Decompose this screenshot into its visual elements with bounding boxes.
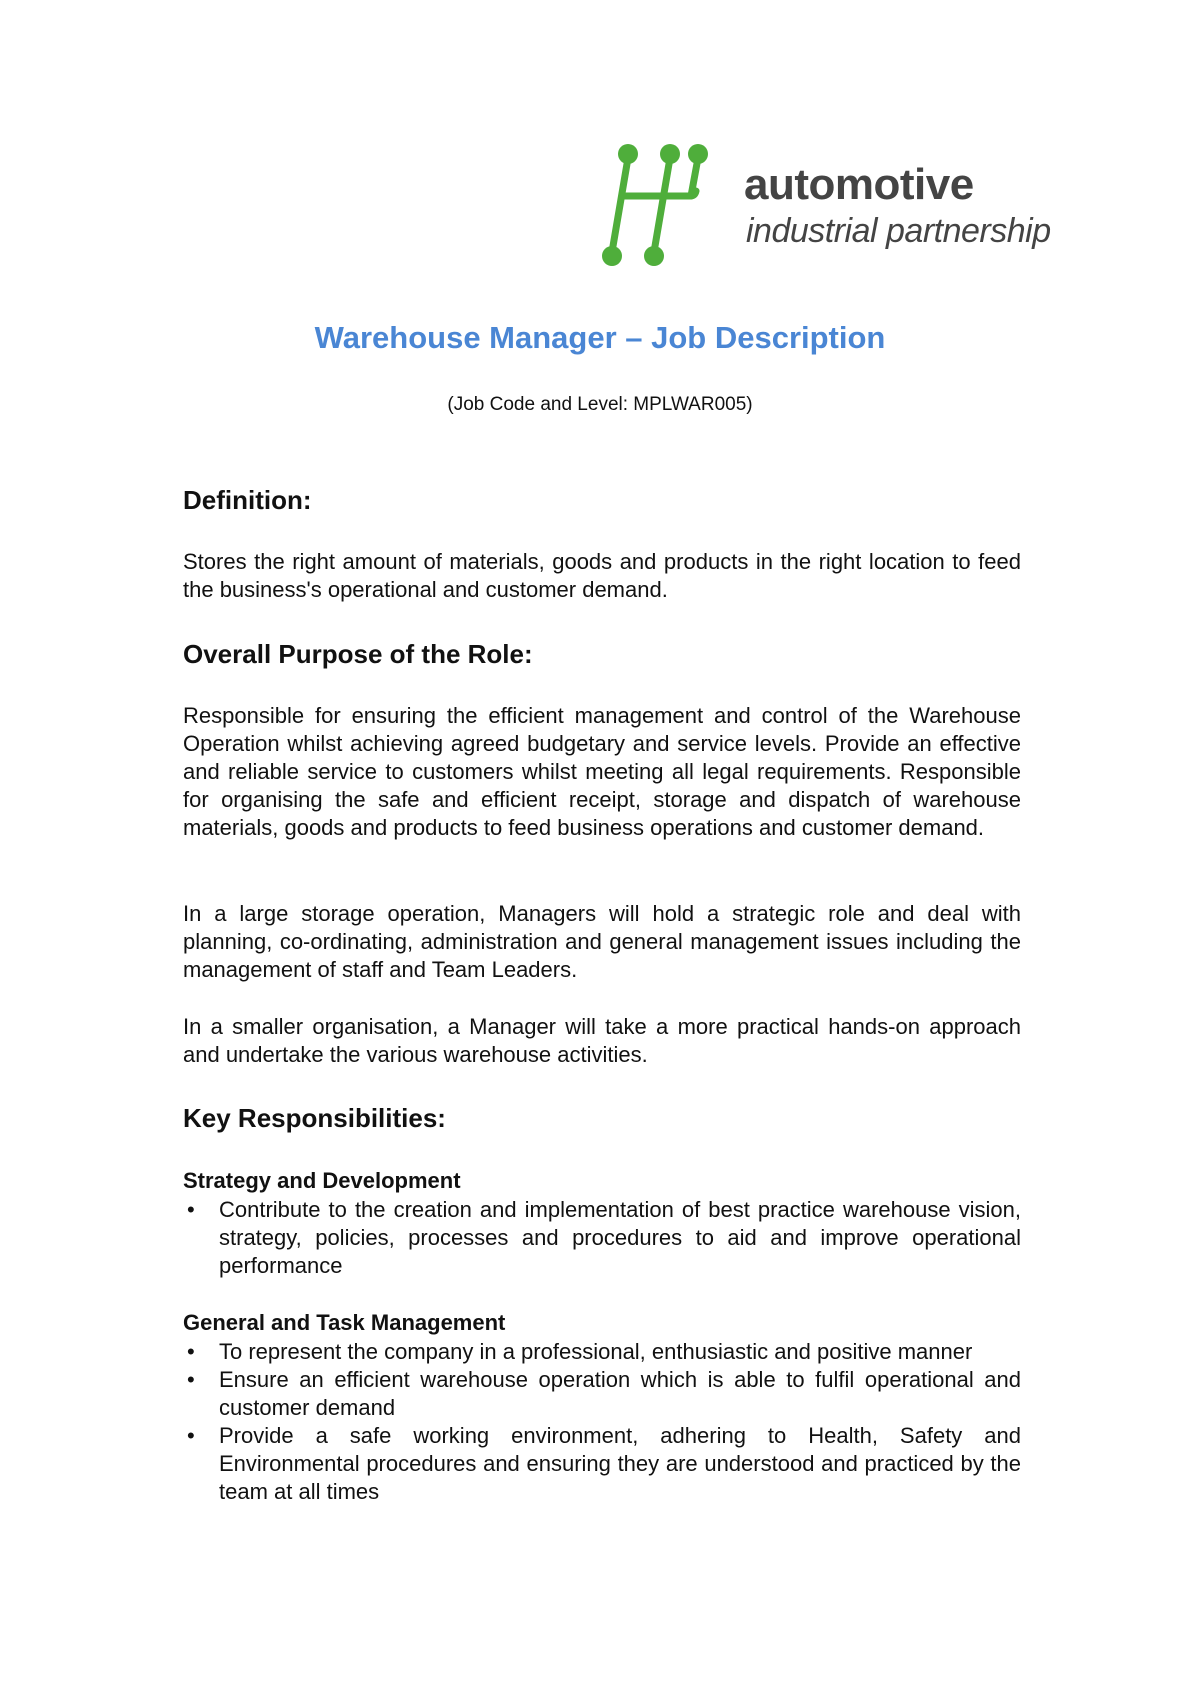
- bullet-icon: •: [187, 1339, 195, 1364]
- list-item: [183, 1196, 1021, 1280]
- bullet-icon: •: [187, 1423, 195, 1448]
- responsibilities-heading: Key Responsibilities:: [183, 1103, 446, 1133]
- purpose-paragraph: Responsible for ensuring the efficient management and control of the Warehouse Operation whilst achieving agreed budgetary and service levels. Provide an effective and reliable service to customers whilst meeting all legal requirements. Responsible for organising the safe and efficient receipt, storage and dispatch of warehouse materials, goods and products to feed business operations and customer demand.: [183, 703, 1021, 840]
- list-item-text: Ensure an efficient warehouse operation which is able to fulfil operational and customer demand: [219, 1367, 1021, 1420]
- purpose-heading: Overall Purpose of the Role:: [183, 639, 533, 669]
- purpose-paragraph: In a large storage operation, Managers will hold a strategic role and deal with planning, co-ordinating, administration and general management issues including the management of staff and Team Leaders.: [183, 901, 1021, 982]
- bullet-icon: •: [187, 1367, 195, 1392]
- job-code: (Job Code and Level: MPLWAR005): [447, 394, 753, 415]
- responsibility-list: [183, 1338, 1021, 1506]
- responsibility-group-title: General and Task Management: [183, 1310, 506, 1335]
- list-item: [183, 1366, 1021, 1422]
- list-item: [183, 1422, 1021, 1506]
- logo-wordmark-secondary: industrial partnership: [746, 212, 1051, 250]
- list-item-text: Provide a safe working environment, adhering to Health, Safety and Environmental procedures and ensuring they are understood and practiced by the team at all times: [219, 1423, 1021, 1504]
- list-item: [183, 1338, 1021, 1366]
- document-title: Warehouse Manager – Job Description: [314, 320, 886, 355]
- list-item-text: Contribute to the creation and implementation of best practice warehouse vision, strategy, policies, processes and procedures to aid and improve operational performance: [219, 1197, 1021, 1278]
- responsibility-group-title: Strategy and Development: [183, 1168, 461, 1193]
- logo-mark-icon: [598, 140, 738, 270]
- company-logo: [598, 140, 1051, 270]
- definition-heading: Definition:: [183, 485, 312, 515]
- responsibility-list: [183, 1196, 1021, 1280]
- logo-wordmark-primary: automotive: [744, 160, 974, 209]
- list-item-text: To represent the company in a professional, enthusiastic and positive manner: [219, 1339, 973, 1364]
- definition-text: Stores the right amount of materials, goods and products in the right location to feed the business's operational and customer demand.: [183, 549, 1021, 602]
- bullet-icon: •: [187, 1197, 195, 1222]
- purpose-paragraph: In a smaller organisation, a Manager will take a more practical hands-on approach and undertake the various warehouse activities.: [183, 1014, 1021, 1067]
